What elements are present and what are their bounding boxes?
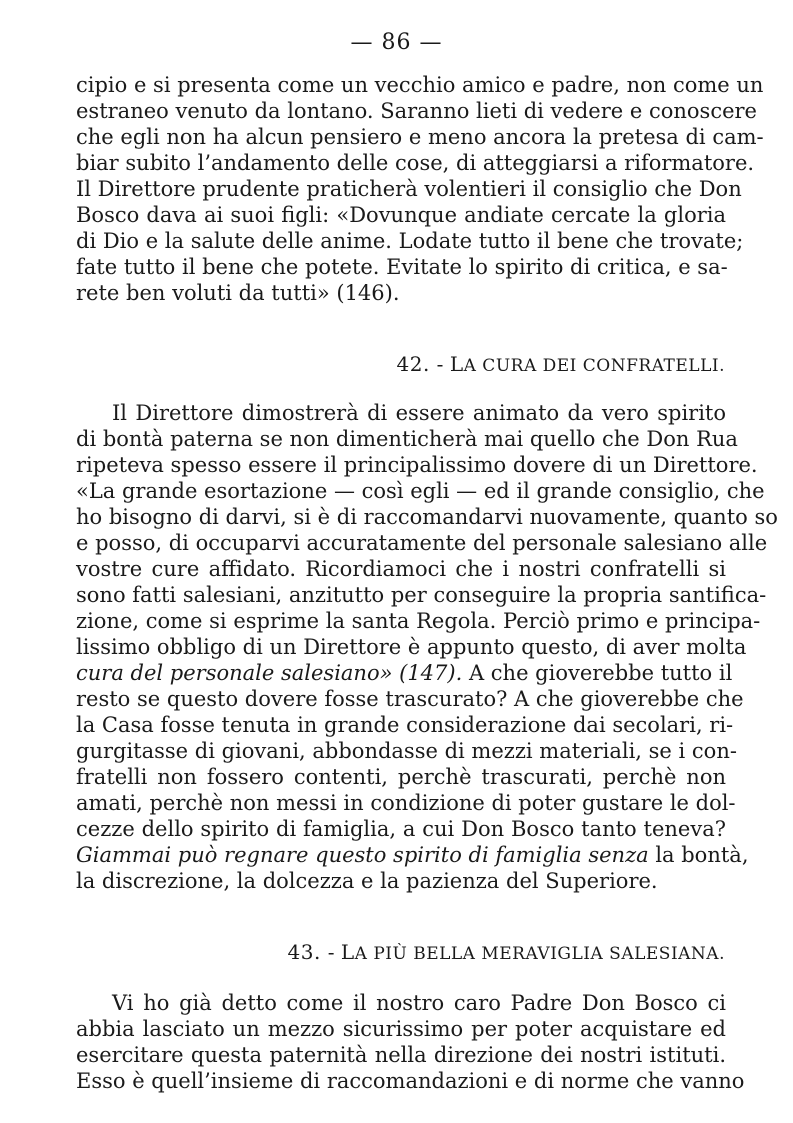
text-line: biar subito l’andamento delle cose, di atteggiarsi a riformatore. xyxy=(76,151,755,175)
text-line: Vi ho già detto come il nostro caro Padre Don Bosco ci xyxy=(112,991,726,1015)
text-line: cipio e si presenta come un vecchio amico e padre, non come un xyxy=(76,73,764,97)
section-number: 42. - xyxy=(396,352,444,376)
text-line: ho bisogno di darvi, si è di raccomandarvi nuovamente, quanto so xyxy=(76,505,778,529)
text-line: esercitare questa paternità nella direzione dei nostri istituti. xyxy=(76,1043,726,1067)
page-number: — 86 — xyxy=(350,30,443,55)
text-line: di Dio e la salute delle anime. Lodate tutto il bene che trovate; xyxy=(76,229,744,253)
section-number: 43. - xyxy=(287,940,335,964)
section-title: A CURA DEI CONFRATELLI. xyxy=(463,356,725,376)
text-line: abbia lasciato un mezzo sicurissimo per poter acquistare ed xyxy=(76,1017,726,1041)
text-line: amati, perchè non messi in condizione di poter gustare le dol- xyxy=(76,791,736,815)
text-line: gurgitasse di giovani, abbondasse di mezzi materiali, se i con- xyxy=(76,739,737,763)
text-line: zione, come si esprime la santa Regola. Perciò primo e principa- xyxy=(76,609,761,633)
section-title-initial: L xyxy=(449,352,464,376)
text-line: Il Direttore prudente praticherà volentieri il consiglio che Don xyxy=(76,177,742,201)
text-line: la Casa fosse tenuta in grande considerazione dai secolari, ri- xyxy=(76,713,734,737)
text-line: lissimo obbligo di un Direttore è appunto questo, di aver molta xyxy=(76,635,747,659)
text-line: estraneo venuto da lontano. Saranno lieti di vedere e conoscere xyxy=(76,99,757,123)
text-line: vostre cure affidato. Ricordiamoci che i nostri confratelli si xyxy=(76,557,726,581)
text-line: resto se questo dovere fosse trascurato? A che gioverebbe che xyxy=(76,687,744,711)
section-heading-43 xyxy=(288,940,725,966)
section-title-initial: L xyxy=(340,940,355,964)
text-span: A che gioverebbe tutto il xyxy=(462,661,733,685)
text-line xyxy=(76,660,733,686)
text-line: fate tutto il bene che potete. Evitate lo spirito di critica, e sa- xyxy=(76,255,728,279)
text-line: Il Direttore dimostrerà di essere animato da vero spirito xyxy=(112,401,726,425)
text-line: Bosco dava ai suoi figli: «Dovunque andiate cercate la gloria xyxy=(76,203,726,227)
text-line: la discrezione, la dolcezza e la pazienza del Superiore. xyxy=(76,869,658,893)
text-line: rete ben voluti da tutti» (146). xyxy=(76,281,400,305)
text-line: che egli non ha alcun pensiero e meno ancora la pretesa di cam- xyxy=(76,125,764,149)
text-line: «La grande esortazione — così egli — ed il grande consiglio, che xyxy=(76,479,765,503)
text-line: fratelli non fossero contenti, perchè trascurati, perchè non xyxy=(76,765,726,789)
text-line: cezze dello spirito di famiglia, a cui Don Bosco tanto teneva? xyxy=(76,817,726,841)
quote-italic: cura del personale salesiano» (147). xyxy=(76,661,463,685)
section-heading-42 xyxy=(397,352,725,378)
emphasis-italic: Giammai può regnare questo spirito di famiglia senza xyxy=(76,843,649,867)
text-line: Esso è quell’insieme di raccomandazioni e di norme che vanno xyxy=(76,1069,745,1093)
text-line xyxy=(76,842,749,868)
section-title: A PIÙ BELLA MERAVIGLIA SALESIANA. xyxy=(354,944,725,964)
text-span: la bontà, xyxy=(648,843,749,867)
text-line: sono fatti salesiani, anzitutto per conseguire la propria santifica- xyxy=(76,583,767,607)
text-line: di bontà paterna se non dimenticherà mai quello che Don Rua xyxy=(76,427,738,451)
text-line: ripeteva spesso essere il principalissimo dovere di un Direttore. xyxy=(76,453,758,477)
text-line: e posso, di occuparvi accuratamente del personale salesiano alle xyxy=(76,531,768,555)
